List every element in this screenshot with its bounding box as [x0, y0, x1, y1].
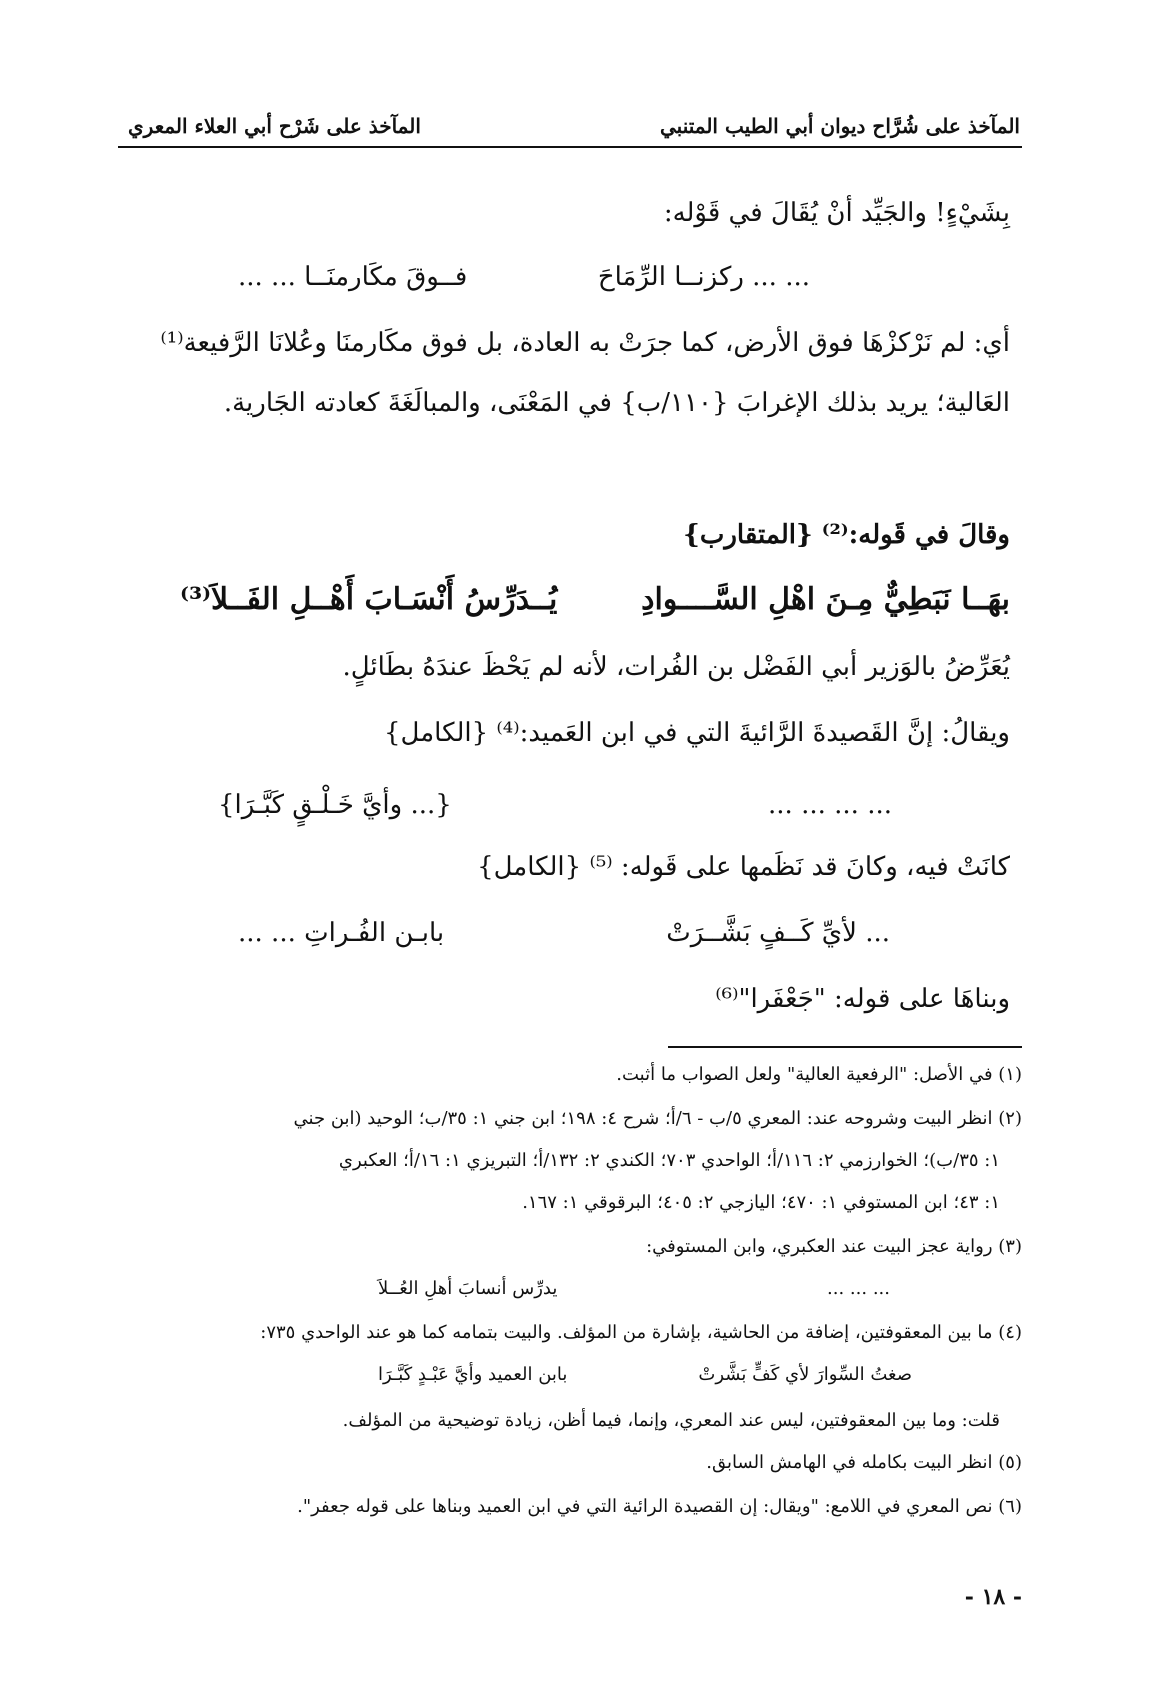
body-line-3: العَالية؛ يريد بذلك الإغرابَ {١١٠/ب} في المَعْنَى، والمبالَغَةَ كعادته الجَارية. — [223, 388, 1010, 418]
verse-1-second-hemistich: فــوقَ مكَارمنَــا ... ... — [238, 262, 468, 292]
footnote-6: (٦) نص المعري في اللامع: "ويقال: إن القصيدة الرائية التي في ابن العميد وبناها على قوله جعفر". — [297, 1496, 1022, 1517]
verse-1-first-hemistich: ... ... ركزنــا الرِّمَاحَ — [597, 262, 810, 292]
verse-2-first-hemistich: بهَــا نَبَطِيٌّ مِـنَ اهْلِ السَّــــوادِ — [641, 582, 1010, 617]
footnote-4-note: قلت: وما بين المعقوفتين، ليس عند المعري، وإنما، فيما أظن، زيادة توضيحية من المؤلف. — [342, 1410, 1000, 1431]
footnote-rule — [668, 1046, 1022, 1048]
body-line-1: بِشَيْءٍ! والجَيِّد أنْ يُقَالَ في قَوْله: — [663, 198, 1010, 228]
verse-3-first-hemistich: ... ... ... ... — [768, 790, 892, 820]
footnote-4-verse-right: صغتُ السِّوارَ لأي كَفٍّ بَشَّرتْ — [698, 1364, 912, 1385]
running-header-left: المآخذ على شَرْح أبي العلاء المعري — [128, 114, 421, 138]
running-header-right: المآخذ على شُرَّاح ديوان أبي الطيب المتنبي — [660, 114, 1020, 138]
footnote-2-line-3: ١: ٤٣؛ ابن المستوفي ١: ٤٧٠؛ اليازجي ٢: ٤٠٥؛ البرقوقي ١: ١٦٧. — [522, 1192, 1000, 1213]
footnote-3-verse-right: ... ... ... — [827, 1278, 890, 1299]
header-rule — [118, 146, 1022, 148]
footnote-3: (٣) رواية عجز البيت عند العكبري، وابن المستوفي: — [646, 1236, 1022, 1257]
page-number: - ١٨ - — [964, 1584, 1022, 1610]
verse-4-first-hemistich: ... لأيِّ كَــفٍ بَشَّــرَتْ — [666, 918, 890, 948]
footnote-1: (١) في الأصل: "الرفعية العالية" ولعل الصواب ما أثبت. — [616, 1064, 1022, 1085]
body-line-8: وبناهَا على قوله: "جَعْفَرا"⁽⁶⁾ — [715, 984, 1010, 1014]
body-line-7: كانَتْ فيه، وكانَ قد نَظَمها على قَوله: ⁽⁵⁾ {الكامل} — [477, 852, 1010, 882]
body-line-2: أي: لم نَرْكزْهَا فوق الأرض، كما جرَتْ به العادة، بل فوق مكَارمنَا وعُلانَا الرَّفيعة⁽¹⁾ — [160, 328, 1010, 358]
footnote-2-line-1: (٢) انظر البيت وشروحه عند: المعري ٥/ب - ٦/أ؛ شرح ٤: ١٩٨؛ ابن جني ١: ٣٥/ب؛ الوحيد (ابن جني — [293, 1108, 1022, 1129]
body-line-4: وقالَ في قَوله:⁽²⁾ {المتقارب} — [683, 520, 1010, 550]
footnote-4-verse-left: بابن العميد وأيَّ عَبْـدٍ كَبَّـرَا — [378, 1364, 568, 1385]
footnote-3-verse-left: يدرِّس أنسابَ أهلِ العُــلاَ — [378, 1278, 558, 1299]
footnote-5: (٥) انظر البيت بكامله في الهامش السابق. — [706, 1452, 1022, 1473]
verse-3-second-hemistich: {... وأيَّ خَـلْـقٍ كَبَّـرَا} — [218, 790, 452, 820]
footnote-2-line-2: ١: ٣٥/ب)؛ الخوارزمي ٢: ١١٦/أ؛ الواحدي ٧٠٣؛ الكندي ٢: ١٣٢/أ؛ التبريزي ١: ١٦/أ؛ العكبري — [338, 1150, 1000, 1171]
verse-2-second-hemistich: يُــدَرِّسُ أَنْسَـابَ أَهْــلِ الفَــلاَ⁽³⁾ — [180, 582, 558, 617]
body-line-5: يُعَرِّضُ بالوَزير أبي الفَضْل بن الفُرات، لأنه لم يَحْظَ عندَهُ بطَائلٍ. — [342, 652, 1010, 682]
verse-4-second-hemistich: بابـن الفُـراتِ ... ... — [238, 918, 445, 948]
body-line-6: ويقالُ: إنَّ القَصيدةَ الرَّائيةَ التي في ابن العَميد:⁽⁴⁾ {الكامل} — [384, 718, 1010, 748]
footnote-4: (٤) ما بين المعقوفتين، إضافة من الحاشية، بإشارة من المؤلف. والبيت بتمامه كما هو عند الواحدي ٧٣٥: — [260, 1322, 1022, 1343]
